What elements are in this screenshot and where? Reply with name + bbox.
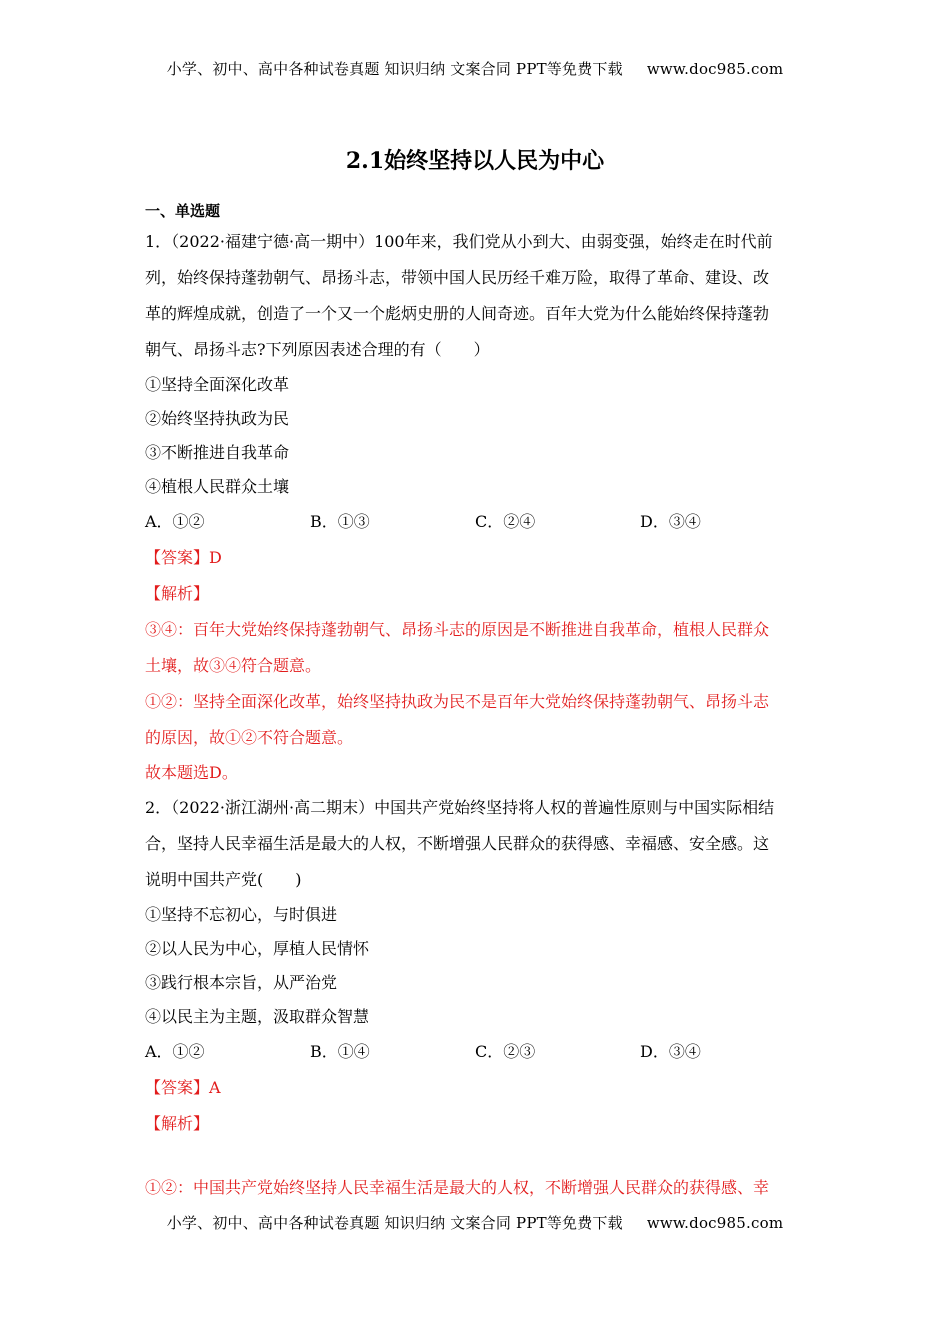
option-b: B．①④: [310, 1042, 370, 1061]
option-a: A．①②: [145, 512, 205, 531]
question-2: [145, 790, 805, 1206]
section-heading: 一、单选题: [145, 202, 221, 220]
question-1: [145, 224, 805, 790]
statement-item: ①坚持不忘初心，与时俱进: [145, 905, 338, 924]
question-stem-line: 1．（2022·福建宁德·高一期中）100年来，我们党从小到大、由弱变强，始终走在时代前: [145, 232, 773, 251]
analysis-line: 故本题选D。: [145, 763, 238, 782]
option-c: C．②④: [475, 512, 536, 531]
statement-item: ①坚持全面深化改革: [145, 375, 290, 394]
option-d: D．③④: [640, 1042, 701, 1061]
header-url[interactable]: www.doc985.com: [646, 60, 784, 78]
question-stem-line: 说明中国共产党( ): [145, 870, 302, 889]
statement-item: ②始终坚持执政为民: [145, 409, 290, 428]
answer-options: [145, 504, 805, 540]
question-stem-line: 列，始终保持蓬勃朝气、昂扬斗志，带领中国人民历经千难万险，取得了革命、建设、改: [145, 268, 770, 287]
question-stem-line: 革的辉煌成就，创造了一个又一个彪炳史册的人间奇迹。百年大党为什么能始终保持蓬勃: [145, 304, 770, 323]
option-a: A．①②: [145, 1042, 205, 1061]
statement-item: ③践行根本宗旨，从严治党: [145, 973, 338, 992]
option-d: D．③④: [640, 512, 701, 531]
statement-item: ④植根人民群众土壤: [145, 477, 290, 496]
question-stem-line: 合，坚持人民幸福生活是最大的人权，不断增强人民群众的获得感、幸福感、安全感。这: [145, 834, 770, 853]
analysis-line: ①②：坚持全面深化改革，始终坚持执政为民不是百年大党始终保持蓬勃朝气、昂扬斗志: [145, 692, 770, 711]
option-b: B．①③: [310, 512, 370, 531]
statement-item: ③不断推进自我革命: [145, 443, 290, 462]
analysis-line: 土壤，故③④符合题意。: [145, 656, 322, 675]
page-footer: [0, 1212, 950, 1233]
footer-text: 小学、初中、高中各种试卷真题 知识归纳 文案合同 PPT等免费下载: [166, 1214, 623, 1232]
page-header: [0, 58, 950, 79]
analysis-label: 【解析】: [145, 584, 210, 603]
spacer: [145, 1142, 805, 1170]
document-body: [145, 198, 805, 1206]
option-c: C．②③: [475, 1042, 536, 1061]
analysis-line: ①②：中国共产党始终坚持人民幸福生活是最大的人权，不断增强人民群众的获得感、幸: [145, 1178, 770, 1197]
analysis-line: 的原因，故①②不符合题意。: [145, 728, 354, 747]
header-text: 小学、初中、高中各种试卷真题 知识归纳 文案合同 PPT等免费下载: [166, 60, 623, 78]
footer-url[interactable]: www.doc985.com: [646, 1214, 784, 1232]
answer-label: 【答案】A: [145, 1078, 221, 1097]
page-title: 2.1始终坚持以人民为中心: [345, 148, 605, 174]
statement-item: ②以人民为中心，厚植人民情怀: [145, 939, 370, 958]
question-stem-line: 朝气、昂扬斗志?下列原因表述合理的有（ ）: [145, 340, 490, 359]
analysis-line: ③④：百年大党始终保持蓬勃朝气、昂扬斗志的原因是不断推进自我革命，植根人民群众: [145, 620, 770, 639]
question-stem-line: 2．（2022·浙江湖州·高二期末）中国共产党始终坚持将人权的普遍性原则与中国实际相结: [145, 798, 775, 817]
statement-item: ④以民主为主题，汲取群众智慧: [145, 1007, 370, 1026]
answer-options: [145, 1034, 805, 1070]
analysis-label: 【解析】: [145, 1114, 210, 1133]
answer-label: 【答案】D: [145, 548, 222, 567]
